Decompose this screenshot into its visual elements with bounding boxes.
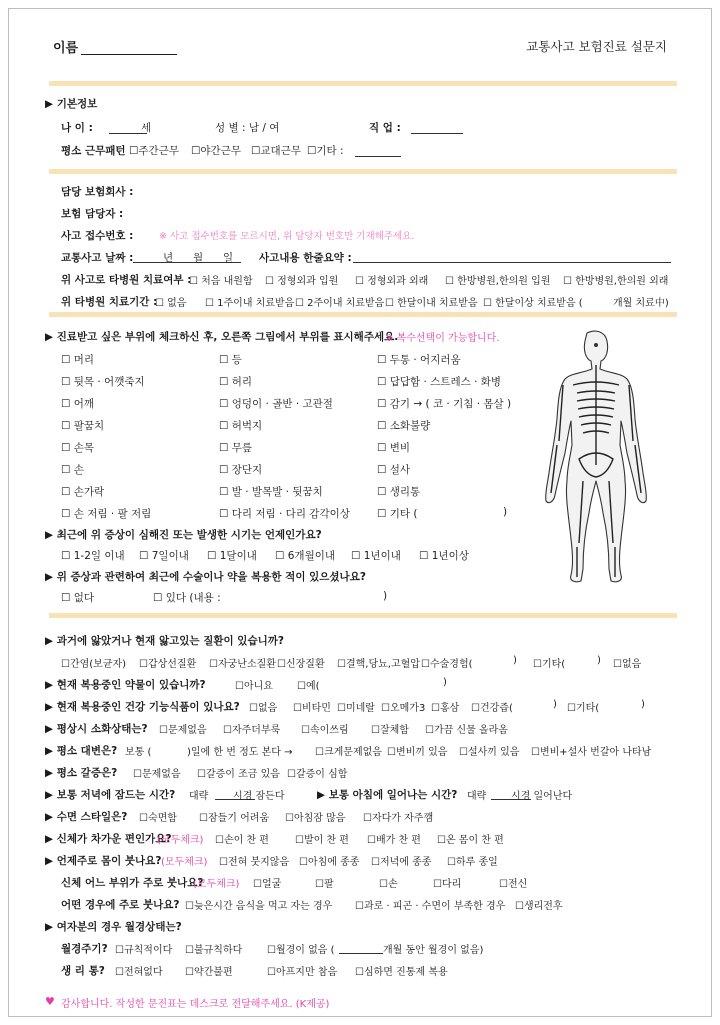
swell-late-meal[interactable]: ☐늦은시간 음식을 먹고 자는 경우 (185, 901, 333, 912)
part-finger[interactable]: ☐ 손가락 (61, 486, 105, 498)
part-head[interactable]: ☐ 머리 (61, 354, 95, 366)
digest-bloated[interactable]: ☐자주더부룩 (223, 725, 281, 736)
sleep-hard[interactable]: ☐잠들기 어려움 (199, 813, 270, 824)
supp-omega3[interactable]: ☐오메가3 (381, 703, 426, 714)
swell-never[interactable]: ☐전혀 붓지않음 (219, 857, 290, 868)
stool-alternating[interactable]: ☐변비+설사 번갈아 나타남 (531, 747, 652, 758)
recent-title: ▶ 최근에 위 증상이 심해진 또는 발생한 시기는 언제인가요? (45, 529, 322, 541)
receipt-label: 사고 접수번호 : (61, 230, 134, 242)
recent-1-2days[interactable]: ☐ 1-2일 이내 (61, 550, 125, 562)
date-day: 일 (223, 252, 234, 264)
swell-menstrual[interactable]: ☐생리전후 (515, 901, 563, 912)
swell-note: (모두체크) (161, 857, 208, 868)
supp-vitamin[interactable]: ☐비타민 (293, 703, 331, 714)
pain-painkiller[interactable]: ☐심하면 진통제 복용 (355, 967, 448, 978)
recent-7days[interactable]: ☐ 7일이내 (139, 550, 189, 562)
pain-none[interactable]: ☐전혀없다 (115, 967, 163, 978)
disease-kidney[interactable]: ☐신장질환 (277, 659, 325, 670)
work-option-day[interactable]: ☐주간근무 (129, 145, 179, 157)
swell-hand[interactable]: ☐손 (379, 879, 398, 890)
cold-note: (모두체크) (157, 835, 204, 846)
medication-close: ) (443, 677, 447, 688)
thirst-title: ▶ 평소 갈증은? (45, 767, 118, 779)
sleep-style-title: ▶ 수면 스타일은? (45, 811, 128, 823)
document-title: 교통사고 보험진료 설문지 (526, 39, 667, 54)
period-2week[interactable]: ☐ 2주이내 치료받음 (295, 298, 385, 309)
part-stress[interactable]: ☐ 답답함 · 스트레스 · 화병 (377, 376, 502, 388)
separator (49, 81, 677, 86)
part-wrist[interactable]: ☐ 손목 (61, 442, 95, 454)
part-hip[interactable]: ☐ 엉덩이 · 골반 · 고관절 (219, 398, 333, 410)
part-neck[interactable]: ☐ 뒷목 · 어깻죽지 (61, 376, 145, 388)
parts-multi-note: ※ 복수선택이 가능합니다. (385, 333, 500, 344)
cycle-regular[interactable]: ☐규칙적이다 (115, 945, 173, 956)
disease-other[interactable]: ☐기타( (533, 659, 566, 670)
medication-no[interactable]: ☐아니요 (235, 681, 273, 692)
job-label: 직 업 : (369, 122, 401, 134)
heart-icon: ♥ (45, 995, 55, 1008)
supp-none[interactable]: ☐없음 (249, 703, 278, 714)
wake-about: 대략 (467, 791, 487, 802)
work-option-other[interactable]: ☐기타 : (307, 145, 344, 157)
surgery-close: ) (383, 590, 388, 602)
cold-whole[interactable]: ☐온 몸이 찬 편 (437, 835, 504, 846)
wake-time-title: ▶ 보통 아침에 일어나는 시간? (317, 789, 458, 801)
surgery-yes[interactable]: ☐ 있다 (내용 : (153, 592, 221, 604)
period-months-suffix: 개월 치료中) (613, 298, 669, 309)
swell-where-title: 신체 어느 부위가 주로 붓나요? (61, 877, 204, 889)
disease-uterus[interactable]: ☐자궁난소질환 (209, 659, 276, 670)
part-thigh[interactable]: ☐ 허벅지 (219, 420, 263, 432)
surgery-title: ▶ 위 증상과 관련하여 최근에 수술이나 약을 복용한 적이 있으셨나요? (45, 571, 366, 583)
swell-where-note: (모두체크) (193, 879, 240, 890)
part-foot[interactable]: ☐ 발 · 발목발 · 뒷꿈치 (219, 486, 323, 498)
supp-juice-close: ) (553, 699, 557, 710)
swell-allday[interactable]: ☐하루 종일 (447, 857, 498, 868)
pain-bearable[interactable]: ☐아프지만 참음 (267, 967, 338, 978)
age-label: 나 이 : (61, 122, 93, 134)
disease-none[interactable]: ☐없음 (613, 659, 642, 670)
skeleton-body-figure[interactable] (537, 329, 653, 585)
thirst-some[interactable]: ☐갈증이 조금 있음 (197, 769, 280, 780)
swell-face[interactable]: ☐얼굴 (253, 879, 282, 890)
accident-date-label: 교통사고 날짜 : (61, 252, 134, 264)
digest-indigestion[interactable]: ☐잘체함 (371, 725, 409, 736)
swell-whole[interactable]: ☐전신 (499, 879, 528, 890)
stool-ok[interactable]: ☐크게문제없음 (315, 747, 382, 758)
work-option-night[interactable]: ☐야간근무 (191, 145, 241, 157)
swell-title: ▶ 언제주로 몸이 붓나요? (45, 855, 162, 867)
cycle-none[interactable]: ☐월경이 없음 ( (267, 945, 335, 956)
work-pattern-label: 평소 근무패턴 (61, 145, 126, 157)
digest-heartburn[interactable]: ☐속이쓰림 (301, 725, 349, 736)
digest-acid[interactable]: ☐가끔 신물 올라옴 (425, 725, 508, 736)
part-cold[interactable]: ☐ 감기 → ( 코 · 기침 · 몸살 ) (377, 398, 512, 410)
name-field[interactable] (81, 54, 177, 55)
date-year: 년 (163, 252, 174, 264)
part-diarrhea[interactable]: ☐ 설사 (377, 464, 411, 476)
name-label: 이름 (53, 41, 79, 56)
sex-label[interactable]: 성 별 : 남 / 여 (215, 122, 280, 134)
stool-title: ▶ 평소 대변은? (45, 745, 118, 757)
stool-constipation[interactable]: ☐변비끼 있음 (387, 747, 448, 758)
insurer-label: 담당 보험회사 : (61, 186, 134, 198)
supp-other-close: ) (641, 699, 645, 710)
cold-feet[interactable]: ☐발이 찬 편 (295, 835, 349, 846)
part-lowback[interactable]: ☐ 허리 (219, 376, 253, 388)
disease-surgery-close: ) (513, 655, 517, 666)
pain-mild[interactable]: ☐약간불편 (185, 967, 233, 978)
work-other-field[interactable] (355, 156, 401, 157)
age-suffix: 세 (141, 122, 152, 134)
disease-other-close: ) (597, 655, 601, 666)
part-leg-numb[interactable]: ☐ 다리 저림 · 다리 감각이상 (219, 508, 350, 520)
sleep-morning[interactable]: ☐아침잠 많음 (285, 813, 346, 824)
supp-ginseng[interactable]: ☐홍삼 (431, 703, 460, 714)
supp-mineral[interactable]: ☐미네랄 (337, 703, 375, 714)
other-hospital-oriental-in[interactable]: ☐ 한방병원,한의원 입원 (445, 276, 551, 287)
part-elbow[interactable]: ☐ 팔꿈치 (61, 420, 105, 432)
sleep-wake-often[interactable]: ☐자다가 자주깸 (363, 813, 434, 824)
separator (49, 169, 677, 174)
date-month: 월 (193, 252, 204, 264)
part-hand[interactable]: ☐ 손 (61, 464, 84, 476)
period-1week[interactable]: ☐ 1주이내 치료받음 (205, 298, 295, 309)
period-none[interactable]: ☐ 없음 (155, 298, 187, 309)
supp-other[interactable]: ☐기타( (567, 703, 600, 714)
disease-title: ▶ 과거에 앓았거나 현재 앓고있는 질환이 있습니까? (45, 635, 284, 647)
menstrual-title: ▶ 여자분의 경우 월경상태는? (45, 921, 182, 933)
medication-yes[interactable]: ☐예( (297, 681, 320, 692)
cold-title: ▶ 신체가 차가운 편인가요? (45, 833, 172, 845)
digest-ok[interactable]: ☐문제없음 (159, 725, 207, 736)
summary-label: 사고내용 한줄요약 : (259, 252, 352, 264)
disease-hepatitis[interactable]: ☐간염(보균자) (61, 659, 127, 670)
sleep-about: 대략 (189, 791, 209, 802)
questionnaire-page (8, 8, 712, 1017)
summary-field[interactable] (353, 262, 671, 263)
recent-6months[interactable]: ☐ 6개월이내 (275, 550, 336, 562)
part-menstrual-pain[interactable]: ☐ 생리통 (377, 486, 421, 498)
parts-title: ▶ 진료받고 싶은 부위에 체크하신 후, 오른쪽 그림에서 부위를 표시해주세요. (45, 331, 399, 343)
job-field[interactable] (411, 133, 463, 134)
other-hospital-oriental-out[interactable]: ☐ 한방병원,한의원 외래 (563, 276, 669, 287)
period-over-month[interactable]: ☐ 한달이상 치료받음 ( (483, 298, 583, 309)
work-option-shift[interactable]: ☐교대근무 (251, 145, 301, 157)
part-hand-numb[interactable]: ☐ 손 저림 · 팔 저림 (61, 508, 152, 520)
medication-title: ▶ 현재 복용중인 약물이 있습니까? (45, 679, 206, 691)
supp-juice[interactable]: ☐건강즙( (471, 703, 513, 714)
sleep-deep[interactable]: ☐숙면함 (139, 813, 177, 824)
swell-fatigue[interactable]: ☐과로 · 피곤 · 수면이 부족한 경우 (355, 901, 506, 912)
cold-hands[interactable]: ☐손이 찬 편 (215, 835, 269, 846)
sleep-time-title: ▶ 보통 저녁에 잠드는 시간? (45, 789, 176, 801)
other-hospital-ortho-in[interactable]: ☐ 정형외과 입원 (265, 276, 339, 287)
other-hospital-ortho-out[interactable]: ☐ 정형외과 외래 (355, 276, 429, 287)
disease-surgery[interactable]: ☐수술경험( (421, 659, 473, 670)
swell-arm[interactable]: ☐팔 (315, 879, 334, 890)
part-headache[interactable]: ☐ 두통 · 어지러움 (377, 354, 461, 366)
cold-belly[interactable]: ☐배가 찬 편 (367, 835, 421, 846)
part-calf[interactable]: ☐ 장단지 (219, 464, 263, 476)
separator (49, 312, 677, 317)
stool-diarrhea[interactable]: ☐설사끼 있음 (459, 747, 520, 758)
menstrual-pain-label: 생 리 통? (61, 965, 105, 977)
period-1month[interactable]: ☐ 한달이내 치료받음 (385, 298, 478, 309)
footer-thanks: 감사합니다. 작성한 문진표는 데스크로 전달해주세요. (K제공) (61, 999, 330, 1010)
swell-when-title: 어떤 경우에 주로 붓나요? (61, 899, 180, 911)
recent-1month[interactable]: ☐ 1달이내 (207, 550, 257, 562)
disease-tb-diabetes[interactable]: ☐결핵,당뇨,고혈압 (337, 659, 420, 670)
basic-section-title: ▶ 기본정보 (45, 98, 98, 110)
cycle-irregular[interactable]: ☐불규칙하다 (185, 945, 243, 956)
part-constipation[interactable]: ☐ 변비 (377, 442, 411, 454)
surgery-no[interactable]: ☐ 없다 (61, 592, 95, 604)
cycle-label: 월경주기? (61, 943, 108, 955)
part-indigestion[interactable]: ☐ 소화불량 (377, 420, 431, 432)
stool-once: )일에 한 번 정도 본다 → (187, 747, 293, 758)
part-other[interactable]: ☐ 기타 ( (377, 508, 418, 520)
thirst-severe[interactable]: ☐갈증이 심함 (287, 769, 348, 780)
supplement-title: ▶ 현재 복용중인 건강 기능식품이 있나요? (45, 701, 240, 713)
swell-leg[interactable]: ☐다리 (433, 879, 462, 890)
disease-thyroid[interactable]: ☐갑상선질환 (139, 659, 197, 670)
digestion-title: ▶ 평상시 소화상태는? (45, 723, 148, 735)
part-knee[interactable]: ☐ 무릎 (219, 442, 253, 454)
recent-over-1year[interactable]: ☐ 1년이상 (419, 550, 469, 562)
cycle-none-suffix: 개월 동안 월경이 없음) (383, 945, 484, 956)
part-other-close: ) (503, 506, 508, 518)
swell-evening[interactable]: ☐저녁에 종종 (371, 857, 432, 868)
cycle-months-field[interactable] (339, 953, 383, 954)
other-hospital-first[interactable]: ☐ 처음 내원함 (189, 276, 253, 287)
other-hospital-label: 위 사고로 타병원 치료여부 : (61, 274, 192, 286)
sleep-suffix: 시경 잠든다 (233, 791, 285, 802)
thirst-ok[interactable]: ☐문제없음 (133, 769, 181, 780)
wake-suffix: 시경 일어난다 (511, 791, 573, 802)
swell-morning[interactable]: ☐아침에 종종 (299, 857, 360, 868)
recent-1year[interactable]: ☐ 1년이내 (351, 550, 401, 562)
stool-usual: 보통 ( (125, 747, 152, 758)
separator (49, 613, 677, 618)
part-shoulder[interactable]: ☐ 어깨 (61, 398, 95, 410)
part-back[interactable]: ☐ 등 (219, 354, 242, 366)
agent-label: 보험 담당자 : (61, 208, 124, 220)
period-label: 위 타병원 치료기간 : (61, 296, 158, 308)
receipt-note: ※ 사고 접수번호를 모르시면, 위 담당자 번호만 기재해주세요. (159, 231, 415, 242)
